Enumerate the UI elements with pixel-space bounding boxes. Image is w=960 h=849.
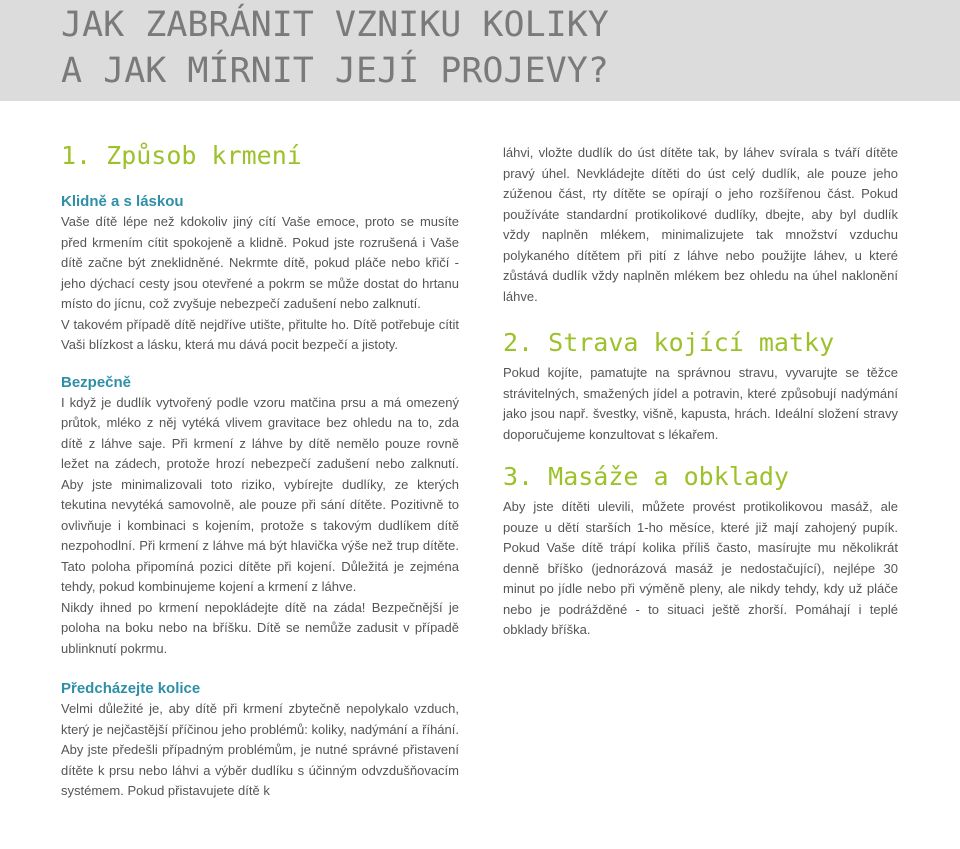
- page-title-line-1: JAK ZABRÁNIT VZNIKU KOLIKY: [61, 5, 609, 45]
- left-column: [61, 140, 459, 802]
- section-3-heading: 3. Masáže a obklady: [503, 462, 789, 491]
- paragraph-strava: Pokud kojíte, pamatujte na správnou stravu, vyvarujte se těžce strávitelných, smažených jídel a potravin, které způsobují nadýmání jako jsou např. švestky, višně, kapusta, hrách. Ideální složení stravy doporučujeme konzultovat s lékařem.: [503, 365, 898, 442]
- paragraph-continuation: láhvi, vložte dudlík do úst dítěte tak, by láhev svírala s tváří dítěte pravý úhel. Nevkládejte dítěti do úst celý dudlík, ale pouze jeho zúženou část, rty dítěte se opírají o jeho rozšířenou část. Pokud používáte standardní protikolikové dudlíky, dbejte, aby byl dudlík vždy naplněn mlékem, minimalizujete tak množství vzduchu polykaného dítětem při pití z láhve nebo použijte láhev, u které zůstává dudlík vždy naplněn mlékem bez ohledu na úhel naklonění láhve.: [503, 145, 898, 304]
- paragraph-bezpecne-1: I když je dudlík vytvořený podle vzoru matčina prsu a má omezený průtok, mléko z něj vytéká vlivem gravitace bez ohledu na to, zda dítě z láhve saje. Při krmení z láhve by dítě nemělo pouze rovně ležet na zádech, protože hrozí nebezpečí zadušení nebo zalknutí. Aby jste minimalizovali toto riziko, vybírejte dudlíky, ze kterých tekutina nevytéká samovolně, ale pouze při sání dítěte. Pozitivně to ovlivňuje i kombinaci s kojením, protože s takovým dudlíkem dítě nezpohodlní. Při krmení z láhve má být hlavička výše než trup dítěte. Tato poloha připomíná pozici dítěte při kojení. Důležitá je zejména tehdy, pokud kombinujeme kojení a krmení z láhve.: [61, 394, 459, 594]
- paragraph-masaze: Aby jste dítěti ulevili, můžete provést protikolikovou masáž, ale pouze u dětí starších 1-ho měsíce, které již mají zahojený pupík. Pokud Vaše dítě trápí kolika příliš často, masírujte mu několikrát denně bříško (jednorázová masáž je nedostačující), nejlépe 30 minut po jídle nebo při výměně pleny, ale nikdy tehdy, kdy už pláče nebo je podrážděné - to situaci ještě zhorší. Pomáhají i teplé obklady bříška.: [503, 499, 898, 637]
- subheading-bezpecne: Bezpečně: [61, 373, 132, 391]
- subheading-klidne: Klidně a s láskou: [61, 193, 184, 210]
- page-title: [61, 2, 609, 94]
- paragraph-bezpecne-2: Nikdy ihned po krmení nepokládejte dítě na záda! Bezpečnější je poloha na boku nebo na bříšku. Dítě se nemůže zadusit v případě ublinknutí pokrmu.: [61, 599, 459, 656]
- subheading-predchazejte: Předcházejte kolice: [61, 680, 201, 697]
- page-title-line-2: A JAK MÍRNIT JEJÍ PROJEVY?: [61, 51, 609, 91]
- paragraph-klidne-2: V takovém případě dítě nejdříve utište, přitulte ho. Dítě potřebuje cítit Vaši blízkost a lásku, která mu dává pocit bezpečí a jistoty.: [61, 316, 459, 352]
- section-1-heading: 1. Způsob krmení: [61, 141, 302, 170]
- paragraph-predchazejte-1: Velmi důležité je, aby dítě při krmení zbytečně nepolykalo vzduch, který je nejčastější příčinou jeho problémů: koliky, nadýmání a říhání. Aby jste předešli případným problémům, je nutné správné přistavení dítěte k prsu nebo láhvi a výběr dudlíku s účinným odvzdušňovacím systémem. Pokud přistavujete dítě k: [61, 701, 459, 798]
- paragraph-klidne-1: Vaše dítě lépe než kdokoliv jiný cítí Vaše emoce, proto se musíte před krmením cítit spokojeně a klidně. Pokud jste rozrušená i Vaše dítě začne být zneklidněné. Nekrmte dítě, pokud pláče nebo křičí - jeho dýchací cesty jsou otevřené a pokrm se může dostat do hrtanu místo do jícnu, což zvyšuje nebezpečí zadušení nebo zalknutí.: [61, 214, 459, 311]
- right-column: [503, 143, 898, 641]
- section-2-heading: 2. Strava kojící matky: [503, 328, 835, 357]
